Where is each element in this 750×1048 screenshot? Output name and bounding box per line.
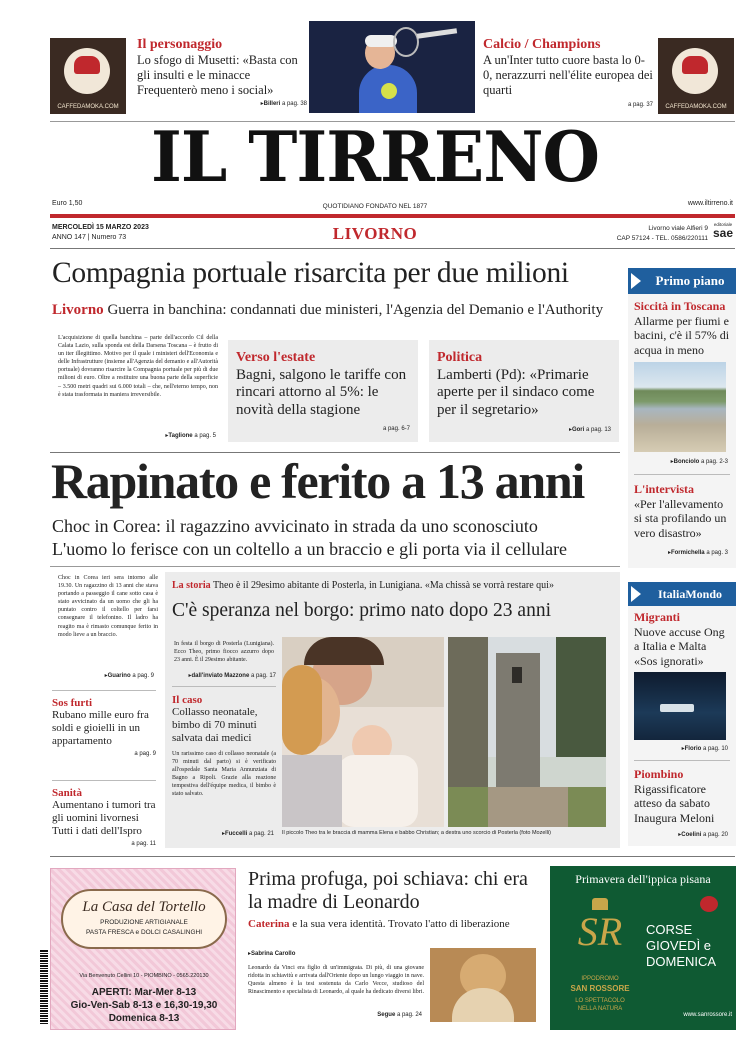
ad-ippica-title: Primavera dell'ippica pisana: [575, 872, 711, 886]
site-url: www.iltirreno.it: [687, 200, 733, 207]
sidebar1-story1[interactable]: Siccità in Toscana Allarme per fiumi e bacini, c'è il 57% di acqua in meno: [634, 299, 730, 357]
barcode: [40, 950, 48, 1024]
ad-ippica-monogram: SR: [577, 909, 623, 954]
caso[interactable]: Il caso Collasso neonatale, bimbo di 70 minuti salvata dai medici Un rarissimo caso di collasso neonatale (a 70 minuti dal parto) si è verificato all'ospedale Santa Maria Annunziata di Bagno a Ripoli. Grazie alla reazione tempestiva dell'équipe medica, il bimbo è stato salvato.: [172, 694, 276, 798]
masthead-subtitle: QUOTIDIANO FONDATO NEL 1877: [322, 203, 428, 210]
story-body: In festa il borgo di Posterla (Lunigiana). Ecco Theo, primo fiocco azzurro dopo 23 anni. È il 29esimo abitante.: [174, 641, 274, 664]
ad-ippica-tagline1: LO SPETTACOLO: [575, 998, 625, 1004]
leonardo-continue: Segue a pag. 24: [377, 1012, 422, 1018]
box-estate-page: a pag. 6-7: [382, 426, 410, 432]
sidebar2-story1[interactable]: Migranti Nuove accuse Ong a Italia e Malta «Sos ignorati»: [634, 610, 725, 668]
box-politica-kicker: Politica: [437, 350, 483, 365]
lead1-subhead: [52, 302, 624, 319]
price: Euro 1,50: [52, 200, 83, 207]
ad-tortello-line2: PASTA FRESCA e DOLCI CASALINGHI: [85, 929, 203, 936]
edition: LIVORNO: [332, 224, 418, 243]
ad-ippica-line3: DOMENICA: [646, 954, 717, 969]
caso-signature: ▸Fuccelli a pag. 21: [221, 831, 274, 837]
teaser-right-text: A un'Inter tutto cuore basta lo 0-0, nerazzurri nell'élite europea dei quarti: [483, 53, 653, 97]
date: MERCOLEDÌ 15 MARZO 2023: [52, 224, 149, 231]
teaser-photo-tennis: [309, 21, 475, 113]
photo-family: [282, 637, 444, 827]
ad-tortello-name: La Casa del Tortello: [82, 899, 206, 915]
photo-drought: [634, 362, 726, 452]
issue: ANNO 147 | Numero 73: [52, 234, 127, 241]
sae-logo: editoriale sae: [712, 222, 734, 240]
story-intro: La storia Theo è il 29esimo abitante di Posterla, in Lunigiana. «Ma chissà se vorrà restare qui»: [172, 580, 554, 591]
ear-right: [658, 38, 734, 114]
brief-furti[interactable]: Sos furti Rubano mille euro fra soldi e gioielli in un appartamento a pag. 9: [52, 697, 156, 757]
ad-tortello-hours1: APERTI: Mar-Mer 8-13: [91, 987, 197, 998]
teaser-right-page: a pag. 37: [627, 102, 653, 108]
lead2-sub2: L'uomo lo ferisce con un coltello a un braccio e gli porta via il cellulare: [52, 539, 568, 559]
ear-right-brand: CAFFEDAMOKA.COM: [665, 104, 727, 110]
tennis-ball-icon: [381, 83, 397, 99]
ad-ippica-line1: CORSE: [646, 922, 693, 937]
lead1-headline[interactable]: Compagnia portuale risarcita per due milioni: [52, 257, 569, 289]
arrow-icon: [631, 273, 641, 289]
teaser-right-kicker: Calcio / Champions: [483, 37, 601, 52]
arrow-icon: [631, 586, 641, 602]
masthead-title: IL TIRRENO: [150, 116, 600, 198]
address: Livorno viale Alfieri 9: [648, 225, 708, 232]
lead1-place: Livorno: [52, 302, 104, 318]
leonardo-body: Leonardo da Vinci era figlio di un'immigrata. Di più, di una giovane ridotta in schiavitù e arrivata dall'Oriente dopo un lungo viaggio in nave. Questa almeno è la tesi sostenuta da Carlo Vecce, studioso del Rinascimento e specialista di Leonardo, al quale ha dedicato diversi libri.: [248, 965, 424, 996]
story-byline: ▸dall'inviato Mazzone a pag. 17: [188, 673, 276, 679]
teaser-right[interactable]: [483, 37, 653, 108]
teaser-left-text: Lo sfogo di Musetti: «Basta con gli insulti e le minacce Frequenterò meno i social»: [137, 53, 298, 97]
leonardo-sub: Caterina e la sua vera identità. Trovato l'atto di liberazione: [248, 918, 510, 930]
sidebar2-story2[interactable]: Piombino Rigassificatore atteso da sabato Inaugura Meloni: [634, 767, 715, 825]
box-estate-text: Bagni, salgono le tariffe con rincari attorno al 5%: le novità della stagione: [236, 367, 407, 418]
lead2-headline[interactable]: Rapinato e ferito a 13 anni: [51, 453, 584, 509]
sidebar1-signature2: ▸Formichella a pag. 3: [667, 550, 728, 556]
ad-tortello[interactable]: [50, 868, 236, 1030]
ad-ippica-venue1: IPPODROMO: [581, 976, 619, 982]
lead2-sub1: Choc in Corea: il ragazzino avvicinato in strada da uno sconosciuto: [52, 516, 538, 536]
sidebar1-story2[interactable]: L'intervista «Per l'allevamento si sta profilando un vero disastro»: [634, 482, 727, 540]
box-estate[interactable]: [228, 340, 418, 442]
story-headline[interactable]: C'è speranza nel borgo: primo nato dopo 23 anni: [172, 600, 551, 621]
sidebar2-signature1: ▸Florio a pag. 10: [681, 746, 728, 752]
leonardo-headline[interactable]: Prima profuga, poi schiava: chi era la madre di Leonardo: [248, 868, 528, 913]
box-estate-kicker: Verso l'estate: [236, 350, 316, 365]
lead1-signature: ▸Taglione a pag. 5: [165, 433, 216, 439]
teaser-left-signature: ▸Billeri a pag. 38: [260, 101, 307, 107]
ad-ippica[interactable]: [550, 866, 736, 1030]
ear-left-brand: CAFFEDAMOKA.COM: [57, 104, 119, 110]
heart-icon: [74, 56, 100, 74]
phone: CAP 57124 - TEL. 0586/220111: [616, 235, 708, 242]
photo-village: [448, 637, 606, 827]
boat-icon: [660, 704, 694, 712]
brief-sanita[interactable]: Sanità Aumentano i tumori tra gli uomini livornesi Tutti i dati dell'Ispro a pag. 11: [52, 787, 156, 847]
ad-tortello-line1: PRODUZIONE ARTIGIANALE: [100, 919, 188, 926]
ad-ippica-tagline2: NELLA NATURA: [577, 1006, 623, 1012]
lead1-body: L'acquisizione di quella banchina – parte dell'accordo Cil della Calata Lazio, sulla sponda est della Darsena Toscana – è frutto di un iter illegittimo. Motivo per il quale i ministeri dell'Economia e delle Infrastrutture (insieme all'Agenzia del demanio e all'Autorità portuale) dovranno risarcire la Compagnia portuale per più di due milioni di euro. Oltre a restituire una buona parte della superficie – 3.500 metri quadri sui 6.000 totali – che, nell'eterno tempo, non è stata trasformata in maniera irreversibile.: [58, 335, 218, 398]
ad-ippica-site: www.sanrossore.it: [683, 1012, 732, 1018]
box-politica-text: Lamberti (Pd): «Primarie aperte per il sindaco come per il segretario»: [437, 367, 595, 418]
sidebar2-signature2: ▸Coelini a pag. 20: [678, 832, 728, 838]
photo-boat: [634, 672, 726, 740]
ad-ippica-line2: GIOVEDÌ e: [646, 938, 712, 953]
lead2-signature: ▸Guarino a pag. 9: [104, 673, 154, 679]
portrait-leonardo: [430, 948, 536, 1022]
teaser-left[interactable]: [137, 37, 307, 107]
ad-tortello-hours3: Domenica 8-13: [108, 1013, 180, 1024]
heart-icon: [682, 56, 708, 74]
sidebar1-signature1: ▸Bonciolo a pag. 2-3: [670, 459, 728, 465]
sidebar-header-italiamondo: ItaliaMondo: [628, 582, 736, 606]
teaser-left-kicker: Il personaggio: [137, 37, 223, 52]
box-politica-signature: ▸Gori a pag. 13: [568, 427, 611, 433]
story-caption: Il piccolo Theo tra le braccia di mamma Elena e babbo Christian; a destra uno scorcio di Posterla (foto Mozelli): [282, 830, 551, 836]
lead1-subhead-text: Guerra in banchina: condannati due ministeri, l'Agenzia del Demanio e l'Authority: [107, 302, 604, 318]
ladybug-icon: [700, 896, 718, 912]
ear-left: [50, 38, 126, 114]
sidebar-header-primo-piano: Primo piano: [628, 268, 736, 294]
ad-tortello-hours2: Gio-Ven-Sab 8-13 e 16,30-19,30: [70, 1000, 218, 1011]
ad-ippica-venue2: SAN ROSSORE: [570, 984, 630, 993]
lead2-body: Choc in Corea ieri sera intorno alle 19.30. Un ragazzino di 13 anni che stava portando a passeggio il cane sotto casa è stato avvicinato da un uomo che gli ha puntato contro il coltello per farsi consegnare il telefonino. Il ladro ha reagito ma è rimasto comunque ferito in modo lieve a un braccio.: [58, 575, 158, 638]
box-politica[interactable]: [429, 340, 619, 442]
leonardo-byline: ▸Sabrina Carollo: [248, 951, 296, 957]
ad-tortello-address: Via Benvenuto Cellini 10 - PIOMBINO - 0565.220130: [79, 973, 209, 979]
